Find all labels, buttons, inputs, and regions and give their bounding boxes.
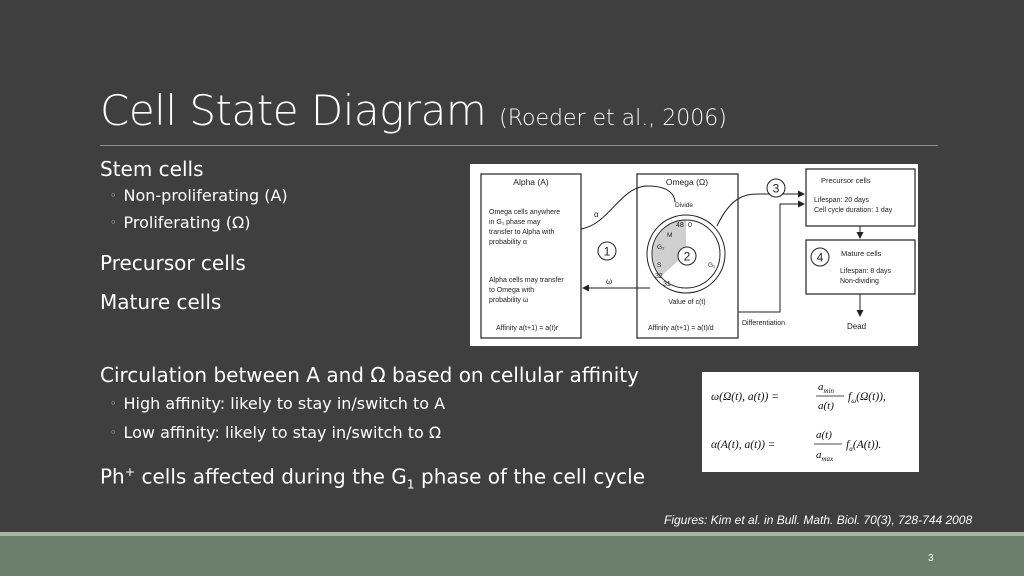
arrow-to-precursor bbox=[717, 194, 804, 226]
bullet-stem-cells: Stem cells bbox=[100, 157, 204, 181]
alpha-f: $f_\alpha(A(t))$. bbox=[846, 439, 882, 453]
bullet-low-affinity bbox=[110, 423, 441, 442]
precursor-cycle: Cell cycle duration: 1 day bbox=[814, 207, 893, 214]
alpha-numerator: a(t) bbox=[816, 429, 832, 441]
arrow-alpha-omega bbox=[581, 186, 675, 229]
step-4-label: 4 bbox=[816, 250, 824, 265]
arrow-differentiation bbox=[738, 204, 804, 312]
alpha-title: Alpha (A) bbox=[513, 177, 549, 187]
bullet-text: Non-proliferating (A) bbox=[123, 186, 288, 205]
divide-label: Divide bbox=[674, 202, 694, 209]
omega-f: $f_\omega(\Omega(t))$, bbox=[848, 391, 886, 405]
alpha-text-line: Omega cells anywhere bbox=[489, 209, 561, 216]
alpha-text-line: in G₁ phase may bbox=[489, 219, 541, 226]
step-2-label: 2 bbox=[683, 249, 691, 264]
bullet-mature-cells: Mature cells bbox=[100, 290, 222, 314]
mature-title: Mature cells bbox=[841, 249, 882, 258]
omega-numerator: $a_{min}$ bbox=[818, 381, 834, 395]
bullet-high-affinity bbox=[110, 394, 445, 413]
footer-bar bbox=[0, 532, 1024, 576]
cell-state-diagram bbox=[470, 164, 918, 346]
alpha-text-line: transfer to Alpha with bbox=[489, 229, 555, 236]
precursor-title: Precursor cells bbox=[821, 176, 871, 185]
figure-caption: Figures: Kim et al. in Bull. Math. Biol. 70(3), 728-744 2008 bbox=[664, 513, 973, 527]
bullet-non-proliferating bbox=[110, 186, 288, 205]
bullet-text: High affinity: likely to stay in/switch to A bbox=[123, 394, 446, 413]
precursor-lifespan: Lifespan: 20 days bbox=[814, 197, 869, 204]
alpha-denominator: $a_{max}$ bbox=[816, 449, 834, 463]
differentiation-label: Differentiation bbox=[742, 320, 786, 327]
omega-affinity: Affinity a(t+1) = a(t)/d bbox=[648, 325, 714, 332]
bullet-circle-icon: ◦ bbox=[110, 216, 117, 229]
n31-label: 31 bbox=[663, 281, 671, 288]
mature-nondividing: Non-dividing bbox=[840, 278, 879, 285]
title-divider bbox=[100, 145, 938, 146]
value-label: Value of c(t) bbox=[668, 299, 706, 306]
footer-accent-line bbox=[0, 532, 1024, 536]
omega-denominator: a(t) bbox=[818, 400, 834, 412]
bullet-precursor-cells: Precursor cells bbox=[100, 251, 246, 275]
alpha-affinity: Affinity a(t+1) = a(t)r bbox=[496, 325, 559, 332]
g1-label: G₁ bbox=[708, 262, 716, 269]
bullet-ph-cells: Ph+ cells affected during the $G_1$ phase of the cell cycle bbox=[100, 464, 646, 492]
affinity-equations bbox=[702, 372, 919, 472]
bullet-text: Proliferating (Ω) bbox=[123, 213, 251, 232]
bullet-circle-icon: ◦ bbox=[110, 426, 117, 439]
bullet-text: Low affinity: likely to stay in/switch to Ω bbox=[123, 423, 442, 442]
alpha-arrow-label: α bbox=[594, 210, 599, 219]
alpha-equation-lhs: α(A(t), a(t)) = bbox=[711, 439, 776, 451]
omega-arrow-label: ω bbox=[606, 277, 613, 286]
alpha-text-line: Alpha cells may transfer bbox=[489, 277, 564, 284]
n48-label: 48 bbox=[676, 222, 684, 229]
step-1-label: 1 bbox=[603, 244, 611, 259]
dead-label: Dead bbox=[847, 322, 867, 331]
n32-label: 32 bbox=[655, 273, 663, 280]
n0-label: 0 bbox=[688, 222, 692, 229]
omega-equation-lhs: ω(Ω(t), a(t)) = bbox=[711, 391, 779, 403]
bullet-circle-icon: ◦ bbox=[110, 397, 117, 410]
bullet-proliferating bbox=[110, 213, 250, 232]
s-label: S bbox=[657, 262, 662, 269]
omega-title: Omega (Ω) bbox=[665, 177, 709, 187]
mature-lifespan: Lifespan: 8 days bbox=[840, 268, 891, 275]
m-label: M bbox=[667, 232, 673, 239]
bullet-circulation: Circulation between A and Ω based on cellular affinity bbox=[100, 363, 639, 387]
page-number: 3 bbox=[928, 553, 934, 564]
alpha-text-line: to Omega with bbox=[489, 287, 535, 294]
slide-title: Cell State Diagram (Roeder et al., 2006) bbox=[100, 86, 727, 135]
alpha-text-line: probability ω bbox=[489, 297, 529, 304]
slide-subtitle: (Roeder et al., 2006) bbox=[499, 106, 727, 131]
alpha-box bbox=[481, 174, 581, 338]
bullet-circle-icon: ◦ bbox=[110, 189, 117, 202]
step-3-label: 3 bbox=[772, 181, 780, 196]
g2-label: G₂ bbox=[657, 244, 665, 251]
alpha-text-line: probability α bbox=[489, 239, 527, 246]
